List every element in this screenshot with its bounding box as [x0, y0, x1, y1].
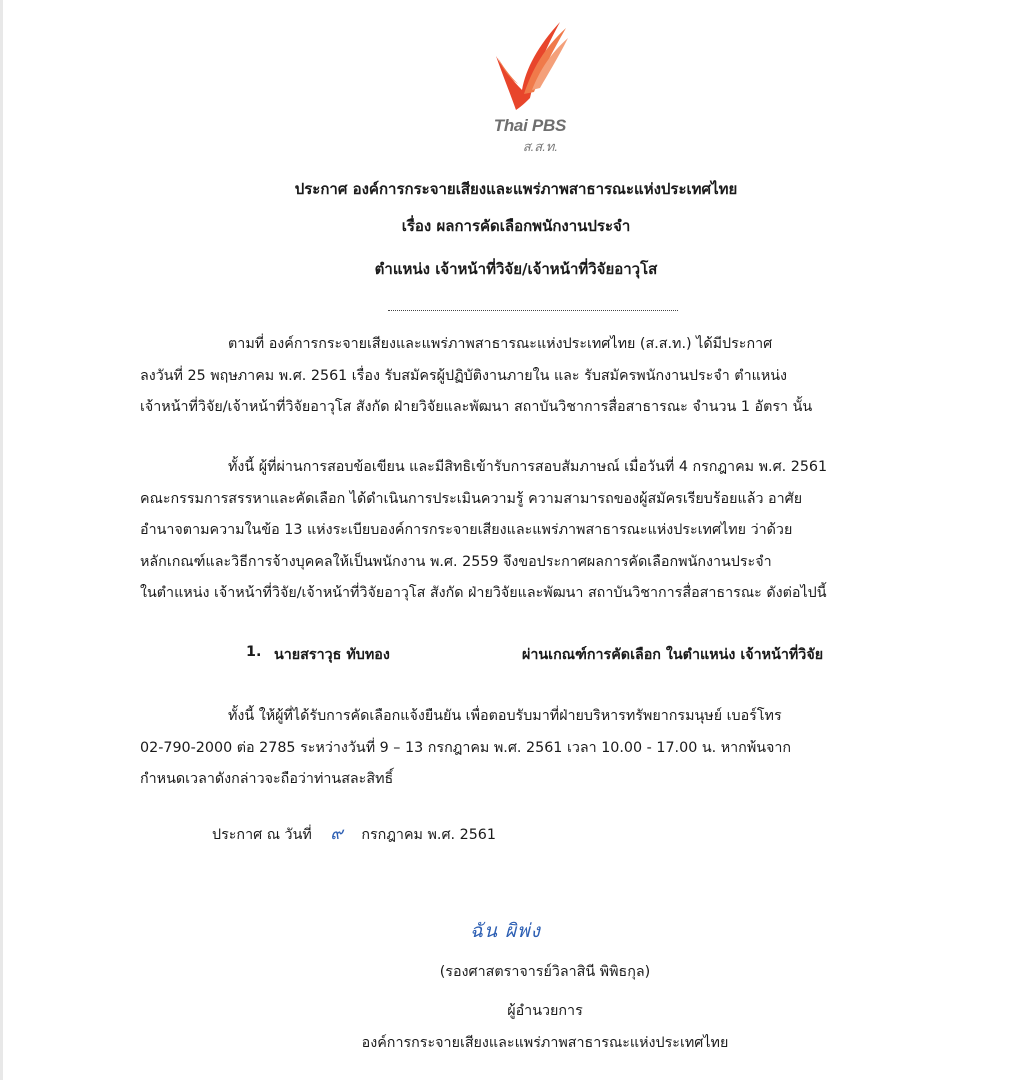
announce-day-handwritten: ๙ — [330, 824, 343, 844]
paragraph-line: ในตำแหน่ง เจ้าหน้าที่วิจัย/เจ้าหน้าที่วิจัยอาวุโส สังกัด ฝ่ายวิจัยและพัฒนา สถาบันวิชาการสื่อสาธารณะ ดังต่อไปนี้ — [140, 585, 827, 601]
signatory-title: ผู้อำนวยการ — [507, 1003, 583, 1019]
signature-scribble: ฉัน ผิพ่ง — [470, 920, 541, 942]
paragraph-evaluation — [140, 452, 940, 610]
bird-logo-icon — [488, 18, 568, 118]
paragraph-line: ลงวันที่ 25 พฤษภาคม พ.ศ. 2561 เรื่อง รับสมัครผู้ปฏิบัติงานภายใน และ รับสมัครพนักงานประจำ ตำแหน่ง — [140, 367, 788, 384]
result-status: ผ่านเกณฑ์การคัดเลือก ในตำแหน่ง เจ้าหน้าที่วิจัย — [522, 647, 824, 663]
announcement-position: ตำแหน่ง เจ้าหน้าที่วิจัย/เจ้าหน้าที่วิจัยอาวุโส — [374, 260, 658, 278]
paragraph-line: 02-790-2000 ต่อ 2785 ระหว่างวันที่ 9 – 13 กรกฎาคม พ.ศ. 2561 เวลา 10.00 - 17.00 น. หากพ้นจาก — [140, 739, 792, 756]
paragraph-line: หลักเกณฑ์และวิธีการจ้างบุคคลให้เป็นพนักงาน พ.ศ. 2559 จึงขอประกาศผลการคัดเลือกพนักงานประจำ — [140, 553, 772, 570]
logo-sub-text: ส.ส.ท. — [522, 139, 558, 154]
paragraph-line: ทั้งนี้ ให้ผู้ที่ได้รับการคัดเลือกแจ้งยืนยัน เพื่อตอบรับมาที่ฝ่ายบริหารทรัพยากรมนุษย์ เบอร์โทร — [228, 708, 782, 724]
paragraph-line: ตามที่ องค์การกระจายเสียงและแพร่ภาพสาธารณะแห่งประเทศไทย (ส.ส.ท.) ได้มีประกาศ — [228, 336, 773, 352]
announcement-subject: เรื่อง ผลการคัดเลือกพนักงานประจำ — [401, 217, 631, 235]
paragraph-intro — [140, 329, 940, 424]
paragraph-line: คณะกรรมการสรรหาและคัดเลือก ได้ดำเนินการประเมินความรู้ ความสามารถของผู้สมัครเรียบร้อยแล้ว อาศัย — [140, 490, 803, 507]
logo-brand-text: Thai PBS — [493, 116, 566, 135]
paragraph-line: อำนาจตามความในข้อ 13 แห่งระเบียบองค์การกระจายเสียงและแพร่ภาพสาธารณะแห่งประเทศไทย ว่าด้วย — [140, 522, 793, 538]
signatory-organization: องค์การกระจายเสียงและแพร่ภาพสาธารณะแห่งประเทศไทย — [361, 1035, 729, 1051]
thai-pbs-logo — [470, 18, 580, 158]
scan-edge — [0, 0, 3, 1080]
handwritten-signature — [470, 908, 580, 958]
paragraph-line: กำหนดเวลาดังกล่าวจะถือว่าท่านสละสิทธิ์ — [140, 771, 394, 787]
result-candidate-name: นายสราวุธ ทับทอง — [274, 647, 390, 663]
paragraph-confirmation — [140, 701, 940, 796]
signatory-name: (รองศาสตราจารย์วิลาสินี พิพิธกุล) — [439, 964, 651, 980]
paragraph-line: เจ้าหน้าที่วิจัย/เจ้าหน้าที่วิจัยอาวุโส สังกัด ฝ่ายวิจัยและพัฒนา สถาบันวิชาการสื่อสาธารณะ จำนวน 1 อัตรา นั้น — [140, 399, 813, 415]
announce-prefix: ประกาศ ณ วันที่ — [212, 827, 312, 843]
dotted-separator — [388, 298, 678, 311]
result-number: 1. — [246, 644, 262, 660]
announcement-date — [212, 820, 496, 847]
announcement-title: ประกาศ องค์การกระจายเสียงและแพร่ภาพสาธารณะแห่งประเทศไทย — [294, 180, 738, 198]
announce-suffix: กรกฎาคม พ.ศ. 2561 — [361, 827, 496, 843]
paragraph-line: ทั้งนี้ ผู้ที่ผ่านการสอบข้อเขียน และมีสิทธิเข้ารับการสอบสัมภาษณ์ เมื่อวันที่ 4 กรกฎาคม พ.ศ. 2561 — [228, 459, 828, 475]
